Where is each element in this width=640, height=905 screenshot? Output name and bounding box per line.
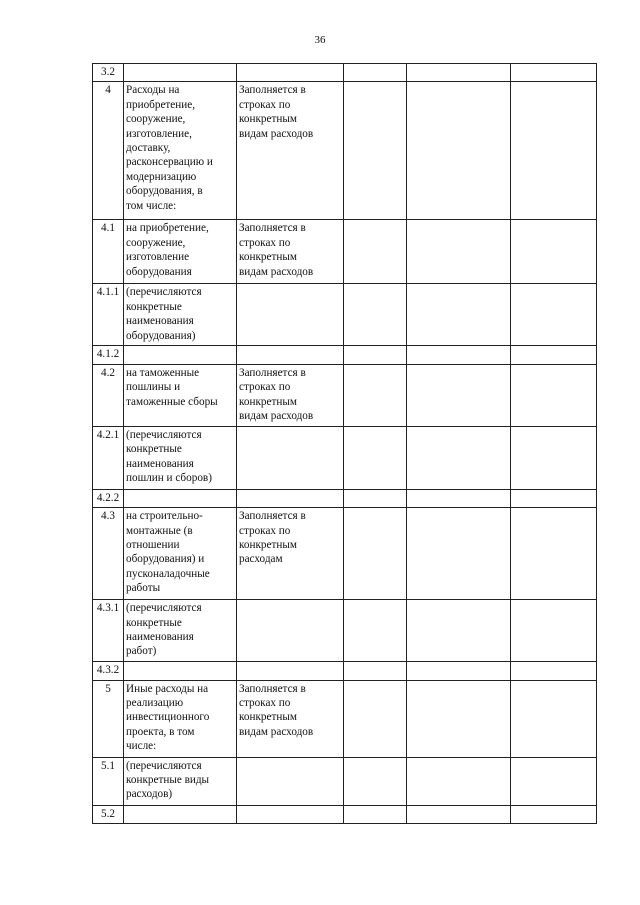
expense-name-cell: на приобретение, сооружение, изготовление оборудования [124, 220, 237, 284]
note-cell [237, 346, 344, 364]
note-cell [237, 757, 344, 805]
row-number-cell: 5 [93, 680, 124, 757]
note-cell: Заполняется в строках по конкретным видам расходов [237, 680, 344, 757]
empty-cell [511, 508, 597, 600]
expense-name-cell [124, 662, 237, 680]
note-cell: Заполняется в строках по конкретным видам расходов [237, 82, 344, 220]
expense-name-cell: на таможенные пошлины и таможенные сборы [124, 364, 237, 426]
empty-cell [511, 662, 597, 680]
empty-cell [407, 284, 511, 346]
table-row [93, 600, 597, 662]
row-number-cell: 4.2 [93, 364, 124, 426]
note-cell [237, 600, 344, 662]
row-number-cell: 4.3.1 [93, 600, 124, 662]
expenses-table [92, 63, 597, 824]
row-number-cell: 4.1.1 [93, 284, 124, 346]
empty-cell [407, 489, 511, 507]
empty-cell [511, 600, 597, 662]
empty-cell [407, 346, 511, 364]
note-cell [237, 489, 344, 507]
empty-cell [407, 662, 511, 680]
table-row [93, 489, 597, 507]
empty-cell [407, 508, 511, 600]
table-row [93, 284, 597, 346]
empty-cell [407, 680, 511, 757]
empty-cell [344, 284, 407, 346]
note-cell: Заполняется в строках по конкретным расходам [237, 508, 344, 600]
table-row [93, 508, 597, 600]
table-row [93, 364, 597, 426]
note-cell [237, 426, 344, 489]
table-row [93, 220, 597, 284]
row-number-cell: 4.2.1 [93, 426, 124, 489]
expense-name-cell: (перечисляются конкретные наименования оборудования) [124, 284, 237, 346]
expense-name-cell [124, 346, 237, 364]
empty-cell [511, 82, 597, 220]
empty-cell [344, 426, 407, 489]
empty-cell [407, 805, 511, 823]
note-cell [237, 662, 344, 680]
empty-cell [407, 364, 511, 426]
empty-cell [407, 64, 511, 82]
empty-cell [511, 489, 597, 507]
empty-cell [344, 64, 407, 82]
empty-cell [407, 220, 511, 284]
empty-cell [344, 805, 407, 823]
empty-cell [344, 346, 407, 364]
note-cell [237, 805, 344, 823]
empty-cell [344, 364, 407, 426]
row-number-cell: 4 [93, 82, 124, 220]
row-number-cell: 5.2 [93, 805, 124, 823]
empty-cell [344, 220, 407, 284]
expense-name-cell [124, 64, 237, 82]
table-row [93, 426, 597, 489]
empty-cell [511, 364, 597, 426]
row-number-cell: 3.2 [93, 64, 124, 82]
empty-cell [344, 757, 407, 805]
note-cell: Заполняется в строках по конкретным видам расходов [237, 364, 344, 426]
row-number-cell: 4.1.2 [93, 346, 124, 364]
empty-cell [344, 82, 407, 220]
row-number-cell: 5.1 [93, 757, 124, 805]
table-row [93, 82, 597, 220]
expense-name-cell: (перечисляются конкретные наименования работ) [124, 600, 237, 662]
empty-cell [511, 426, 597, 489]
empty-cell [511, 284, 597, 346]
page-number: 36 [314, 34, 326, 46]
empty-cell [511, 64, 597, 82]
empty-cell [344, 680, 407, 757]
empty-cell [344, 662, 407, 680]
table-row [93, 757, 597, 805]
note-cell [237, 284, 344, 346]
empty-cell [511, 220, 597, 284]
empty-cell [407, 426, 511, 489]
expense-name-cell: Расходы на приобретение, сооружение, изготовление, доставку, расконсервацию и модернизацию оборудования, в том числе: [124, 82, 237, 220]
empty-cell [511, 757, 597, 805]
empty-cell [511, 680, 597, 757]
row-number-cell: 4.3 [93, 508, 124, 600]
row-number-cell: 4.2.2 [93, 489, 124, 507]
expense-name-cell: (перечисляются конкретные виды расходов) [124, 757, 237, 805]
expense-name-cell: (перечисляются конкретные наименования пошлин и сборов) [124, 426, 237, 489]
empty-cell [407, 757, 511, 805]
empty-cell [344, 600, 407, 662]
expense-name-cell: на строительно- монтажные (в отношении оборудования) и пусконаладочные работы [124, 508, 237, 600]
row-number-cell: 4.1 [93, 220, 124, 284]
row-number-cell: 4.3.2 [93, 662, 124, 680]
table-row [93, 680, 597, 757]
table-row [93, 64, 597, 82]
table-row [93, 662, 597, 680]
empty-cell [344, 489, 407, 507]
empty-cell [407, 600, 511, 662]
empty-cell [407, 82, 511, 220]
note-cell [237, 64, 344, 82]
table-row [93, 805, 597, 823]
expense-name-cell: Иные расходы на реализацию инвестиционного проекта, в том числе: [124, 680, 237, 757]
table-row [93, 346, 597, 364]
empty-cell [511, 805, 597, 823]
note-cell: Заполняется в строках по конкретным видам расходов [237, 220, 344, 284]
expense-name-cell [124, 805, 237, 823]
expense-name-cell [124, 489, 237, 507]
empty-cell [511, 346, 597, 364]
empty-cell [344, 508, 407, 600]
